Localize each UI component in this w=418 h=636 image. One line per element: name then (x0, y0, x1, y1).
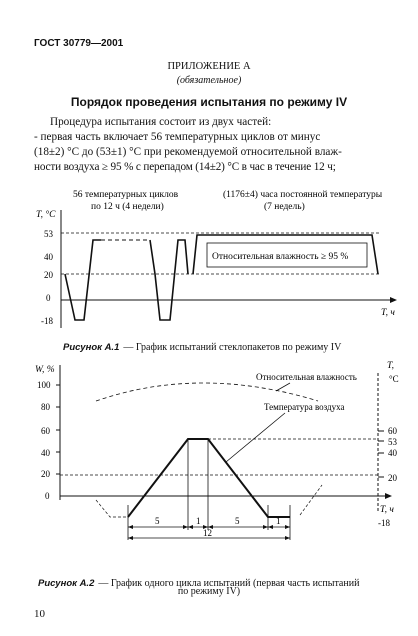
fig2-ylabel-left: W, % (35, 365, 55, 375)
fig2-ylabel-right-2: °C (389, 374, 399, 384)
fig1-x-arrow (390, 297, 397, 303)
fig2-rtick-minus18: -18 (378, 518, 390, 528)
fig1-ytick-minus18: -18 (41, 316, 53, 326)
fig2-duration-4: 1 (276, 516, 281, 526)
fig1-ytick-0: 0 (46, 293, 51, 303)
text-line-2: - первая часть включает 56 температурных циклов от минус (34, 131, 321, 143)
fig2-caption-text-1: — График одного цикла испытаний (первая часть испытаний (98, 578, 360, 589)
fig1-xlabel: T, ч (381, 308, 395, 318)
fig2-left-tick-marks (56, 385, 60, 474)
fig2-ltick-0: 0 (45, 491, 50, 501)
fig1-label-right-1: (1176±4) часа постоянной температуры (223, 190, 383, 200)
fig2-interval-markers (128, 439, 290, 540)
fig2-temperature-leader (226, 413, 285, 462)
page-number: 10 (34, 608, 45, 620)
fig2-ltick-60: 60 (41, 426, 50, 436)
fig1-ylabel: T, °C (36, 210, 56, 220)
fig2-ltick-40: 40 (41, 448, 50, 458)
fig2-temperature-label: Температура воздуха (264, 402, 345, 412)
fig2-total-duration: 12 (203, 528, 212, 538)
appendix-heading: Порядок проведения испытания по режиму IV (70, 95, 348, 109)
fig2-rtick-40: 40 (388, 448, 397, 458)
fig2-rtick-60: 60 (388, 426, 397, 436)
fig2-xlabel: T, ч (380, 505, 394, 515)
fig2-x-arrow (385, 493, 392, 499)
fig2-humidity-label: Относительная влажность (256, 372, 357, 382)
text-line-4: ности воздуха ≥ 95 % с перепадом (14±2) °C в час в течение 12 ч; (34, 161, 336, 173)
fig2-duration-1: 5 (155, 516, 160, 526)
fig1-caption-text: — График испытаний стеклопакетов по режиму IV (123, 342, 342, 353)
fig1-label-right-2: (7 недель) (264, 202, 305, 212)
fig2-caption-text-2: по режиму IV) (177, 586, 241, 597)
fig1-label-left-2: по 12 ч (4 недели) (91, 202, 164, 212)
figure-a1-caption (63, 337, 341, 355)
text-line-1: Процедура испытания состоит из двух частей: (50, 116, 272, 128)
fig2-rtick-20: 20 (388, 473, 397, 483)
fig2-rtick-53: 53 (388, 437, 397, 447)
text-line-3: (18±2) °C до (53±1) °C при рекомендуемой относительной влаж- (34, 146, 342, 158)
fig1-caption-label: Рисунок А.1 (63, 342, 120, 353)
fig2-duration-2: 1 (196, 516, 201, 526)
fig1-ytick-53: 53 (44, 229, 53, 239)
fig2-dashed-left-bottom (96, 500, 128, 517)
fig2-ltick-80: 80 (41, 402, 50, 412)
fig1-ytick-20: 20 (44, 270, 53, 280)
appendix-status: (обязательное) (176, 75, 242, 86)
fig2-duration-3: 5 (235, 516, 240, 526)
fig1-label-left-1: 56 температурных циклов (73, 190, 179, 200)
fig2-caption-label: Рисунок А.2 (38, 578, 95, 589)
fig2-ylabel-right-1: T, (387, 361, 394, 371)
appendix-title: ПРИЛОЖЕНИЕ А (167, 61, 251, 72)
fig2-humidity-leader (276, 383, 290, 391)
fig1-humidity-label: Относительная влажность ≥ 95 % (212, 252, 349, 262)
fig2-temperature-line (128, 439, 290, 517)
fig1-ytick-40: 40 (44, 252, 53, 262)
fig1-cycle-last (150, 240, 188, 320)
fig1-cycle-1 (65, 240, 101, 320)
figure-a2-chart (0, 355, 418, 545)
document-code: ГОСТ 30779—2001 (34, 38, 124, 49)
fig2-right-tick-marks (378, 431, 384, 477)
fig2-ltick-100: 100 (37, 380, 51, 390)
fig2-dashed-right-bottom (300, 485, 322, 515)
fig2-ltick-20: 20 (41, 469, 50, 479)
figure-a1-chart (0, 180, 418, 350)
